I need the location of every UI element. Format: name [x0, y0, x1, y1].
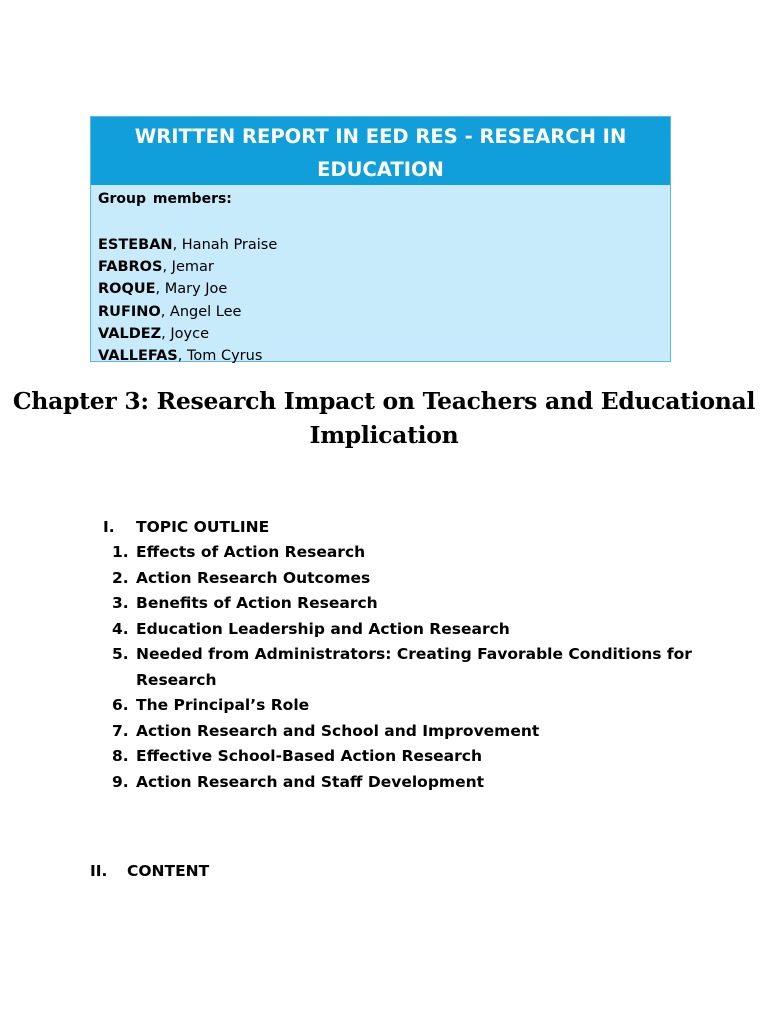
section-heading-text: TOPIC OUTLINE — [136, 518, 270, 536]
member-given-name: , Angel Lee — [160, 303, 242, 320]
member-given-name: , Joyce — [161, 325, 209, 342]
item-text: Effective School-Based Action Research — [136, 747, 483, 765]
item-text: Effects of Action Research — [136, 543, 366, 561]
item-number: 1. — [112, 543, 129, 561]
member-roque — [98, 278, 670, 300]
item-number: 2. — [112, 568, 129, 587]
member-surname: VALLEFAS — [98, 347, 178, 364]
section-heading-topic-outline — [0, 514, 768, 540]
member-rufino — [98, 301, 670, 323]
section-numeral: II. — [90, 862, 108, 880]
member-given-name: , Hanah Praise — [172, 237, 278, 253]
list-item — [0, 770, 696, 796]
item-number: 7. — [112, 721, 129, 740]
member-vallefas — [98, 345, 670, 367]
item-number: 4. — [112, 619, 129, 638]
item-number: 5. — [112, 645, 129, 663]
chapter-title: Chapter 3: Research Impact on Teachers and Educational Implication — [12, 387, 756, 449]
member-surname: ESTEBAN — [98, 237, 173, 253]
list-item — [0, 540, 696, 566]
list-item — [0, 566, 696, 592]
member-surname: VALDEZ — [98, 325, 162, 342]
section-heading-text: CONTENT — [127, 862, 210, 880]
member-given-name: , Tom Cyrus — [177, 347, 263, 364]
list-item — [0, 642, 696, 693]
report-title: WRITTEN REPORT IN EED RES - RESEARCH IN EDUCATION — [91, 117, 670, 185]
member-esteban — [98, 234, 670, 256]
item-number: 6. — [112, 696, 129, 714]
topic-outline-section — [0, 514, 768, 795]
member-valdez — [98, 323, 670, 345]
member-surname: RUFINO — [98, 303, 161, 320]
group-members-panel — [91, 185, 670, 364]
item-number: 9. — [112, 772, 129, 791]
list-item — [0, 591, 696, 617]
item-text: Action Research and Staff Development — [136, 772, 485, 791]
section-numeral: I. — [103, 518, 115, 536]
item-text: The Principal’s Role — [136, 696, 310, 714]
item-text: Action Research and School and Improvement — [136, 721, 540, 740]
section-heading-content — [0, 858, 768, 884]
report-header — [90, 116, 671, 362]
list-item — [0, 719, 696, 745]
list-item — [0, 744, 696, 770]
item-text: Education Leadership and Action Research — [136, 619, 510, 638]
item-text: Benefits of Action Research — [136, 594, 378, 612]
member-surname: FABROS — [98, 259, 163, 276]
member-given-name: , Mary Joe — [155, 281, 228, 298]
member-fabros — [98, 256, 670, 278]
item-text: Needed from Administrators: Creating Favorable Conditions for Research — [136, 645, 692, 689]
list-item — [0, 617, 696, 643]
item-number: 8. — [112, 747, 129, 765]
member-given-name: , Jemar — [162, 259, 214, 276]
member-surname: ROQUE — [98, 281, 156, 298]
item-number: 3. — [112, 594, 129, 612]
group-members-label: Group members: — [98, 191, 232, 207]
topic-list — [0, 540, 768, 795]
list-item — [0, 693, 696, 719]
item-text: Action Research Outcomes — [136, 568, 371, 587]
